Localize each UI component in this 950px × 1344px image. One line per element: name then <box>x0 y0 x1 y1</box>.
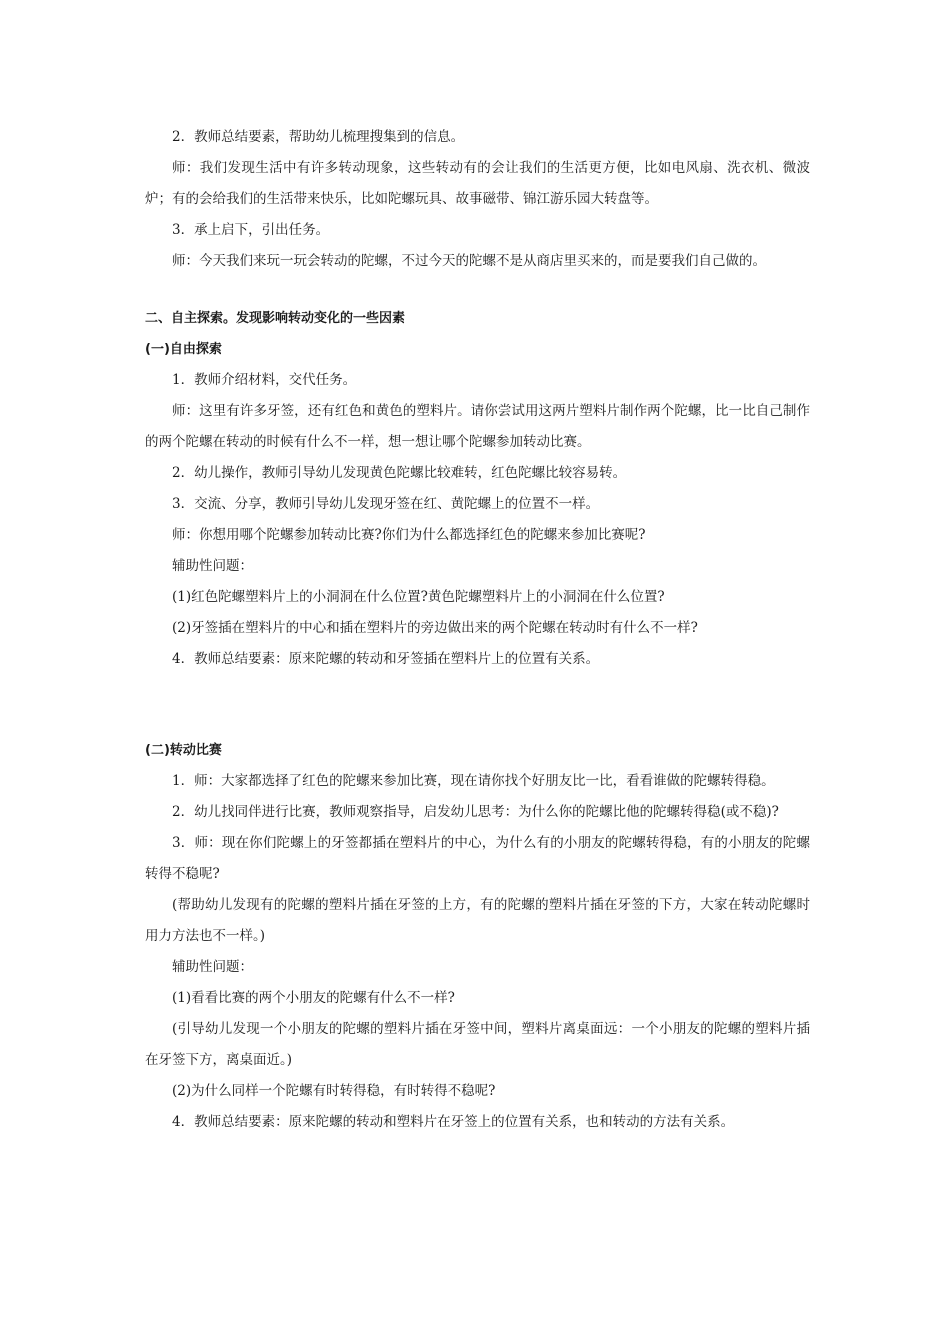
spacer <box>145 277 810 303</box>
paragraph: 2．幼儿操作，教师引导幼儿发现黄色陀螺比较难转，红色陀螺比较容易转。 <box>172 465 627 481</box>
paragraph: (1)看看比赛的两个小朋友的陀螺有什么不一样? <box>172 990 455 1006</box>
section-heading: 二、自主探索。发现影响转动变化的一些因素 <box>145 311 406 326</box>
paragraph: 4．教师总结要素：原来陀螺的转动和塑料片在牙签上的位置有关系，也和转动的方法有关系。 <box>172 1114 735 1130</box>
paragraph: (2)为什么同样一个陀螺有时转得稳，有时转得不稳呢? <box>172 1083 496 1099</box>
spacer <box>145 675 810 735</box>
paragraph: 辅助性问题： <box>172 558 253 574</box>
subsection-heading: (二)转动比赛 <box>145 743 222 758</box>
paragraph: 2．教师总结要素，帮助幼儿梳理搜集到的信息。 <box>172 129 465 145</box>
paragraph: (帮助幼儿发现有的陀螺的塑料片插在牙签的上方，有的陀螺的塑料片插在牙签的下方，大家在转动陀螺时用力方法也不一样。) <box>145 897 810 944</box>
paragraph: 3．交流、分享，教师引导幼儿发现牙签在红、黄陀螺上的位置不一样。 <box>172 496 600 512</box>
paragraph: 2．幼儿找同伴进行比赛，教师观察指导，启发幼儿思考：为什么你的陀螺比他的陀螺转得稳(或不稳)? <box>172 804 779 820</box>
paragraph: 师：今天我们来玩一玩会转动的陀螺，不过今天的陀螺不是从商店里买来的，而是要我们自己做的。 <box>172 253 766 269</box>
paragraph: 4．教师总结要素：原来陀螺的转动和牙签插在塑料片上的位置有关系。 <box>172 651 600 667</box>
paragraph: (引导幼儿发现一个小朋友的陀螺的塑料片插在牙签中间，塑料片离桌面远：一个小朋友的陀螺的塑料片插在牙签下方，离桌面近。) <box>145 1021 810 1068</box>
subsection-heading: (一)自由探索 <box>145 342 222 357</box>
paragraph: 1．教师介绍材料，交代任务。 <box>172 372 357 388</box>
paragraph: 3．承上启下，引出任务。 <box>172 222 330 238</box>
paragraph: 师：我们发现生活中有许多转动现象，这些转动有的会让我们的生活更方便，比如电风扇、洗衣机、微波炉；有的会给我们的生活带来快乐，比如陀螺玩具、故事磁带、锦江游乐园大转盘等。 <box>145 160 810 207</box>
document-body <box>145 122 810 1138</box>
paragraph: 辅助性问题： <box>172 959 253 975</box>
paragraph: 师：你想用哪个陀螺参加转动比赛?你们为什么都选择红色的陀螺来参加比赛呢? <box>172 527 646 543</box>
paragraph: (2)牙签插在塑料片的中心和插在塑料片的旁边做出来的两个陀螺在转动时有什么不一样? <box>172 620 698 636</box>
paragraph: 师：这里有许多牙签，还有红色和黄色的塑料片。请你尝试用这两片塑料片制作两个陀螺，比一比自己制作的两个陀螺在转动的时候有什么不一样，想一想让哪个陀螺参加转动比赛。 <box>145 403 810 450</box>
paragraph: 1．师：大家都选择了红色的陀螺来参加比赛，现在请你找个好朋友比一比，看看谁做的陀螺转得稳。 <box>172 773 775 789</box>
paragraph: (1)红色陀螺塑料片上的小洞洞在什么位置?黄色陀螺塑料片上的小洞洞在什么位置? <box>172 589 665 605</box>
paragraph: 3．师：现在你们陀螺上的牙签都插在塑料片的中心，为什么有的小朋友的陀螺转得稳，有的小朋友的陀螺转得不稳呢? <box>145 835 810 882</box>
